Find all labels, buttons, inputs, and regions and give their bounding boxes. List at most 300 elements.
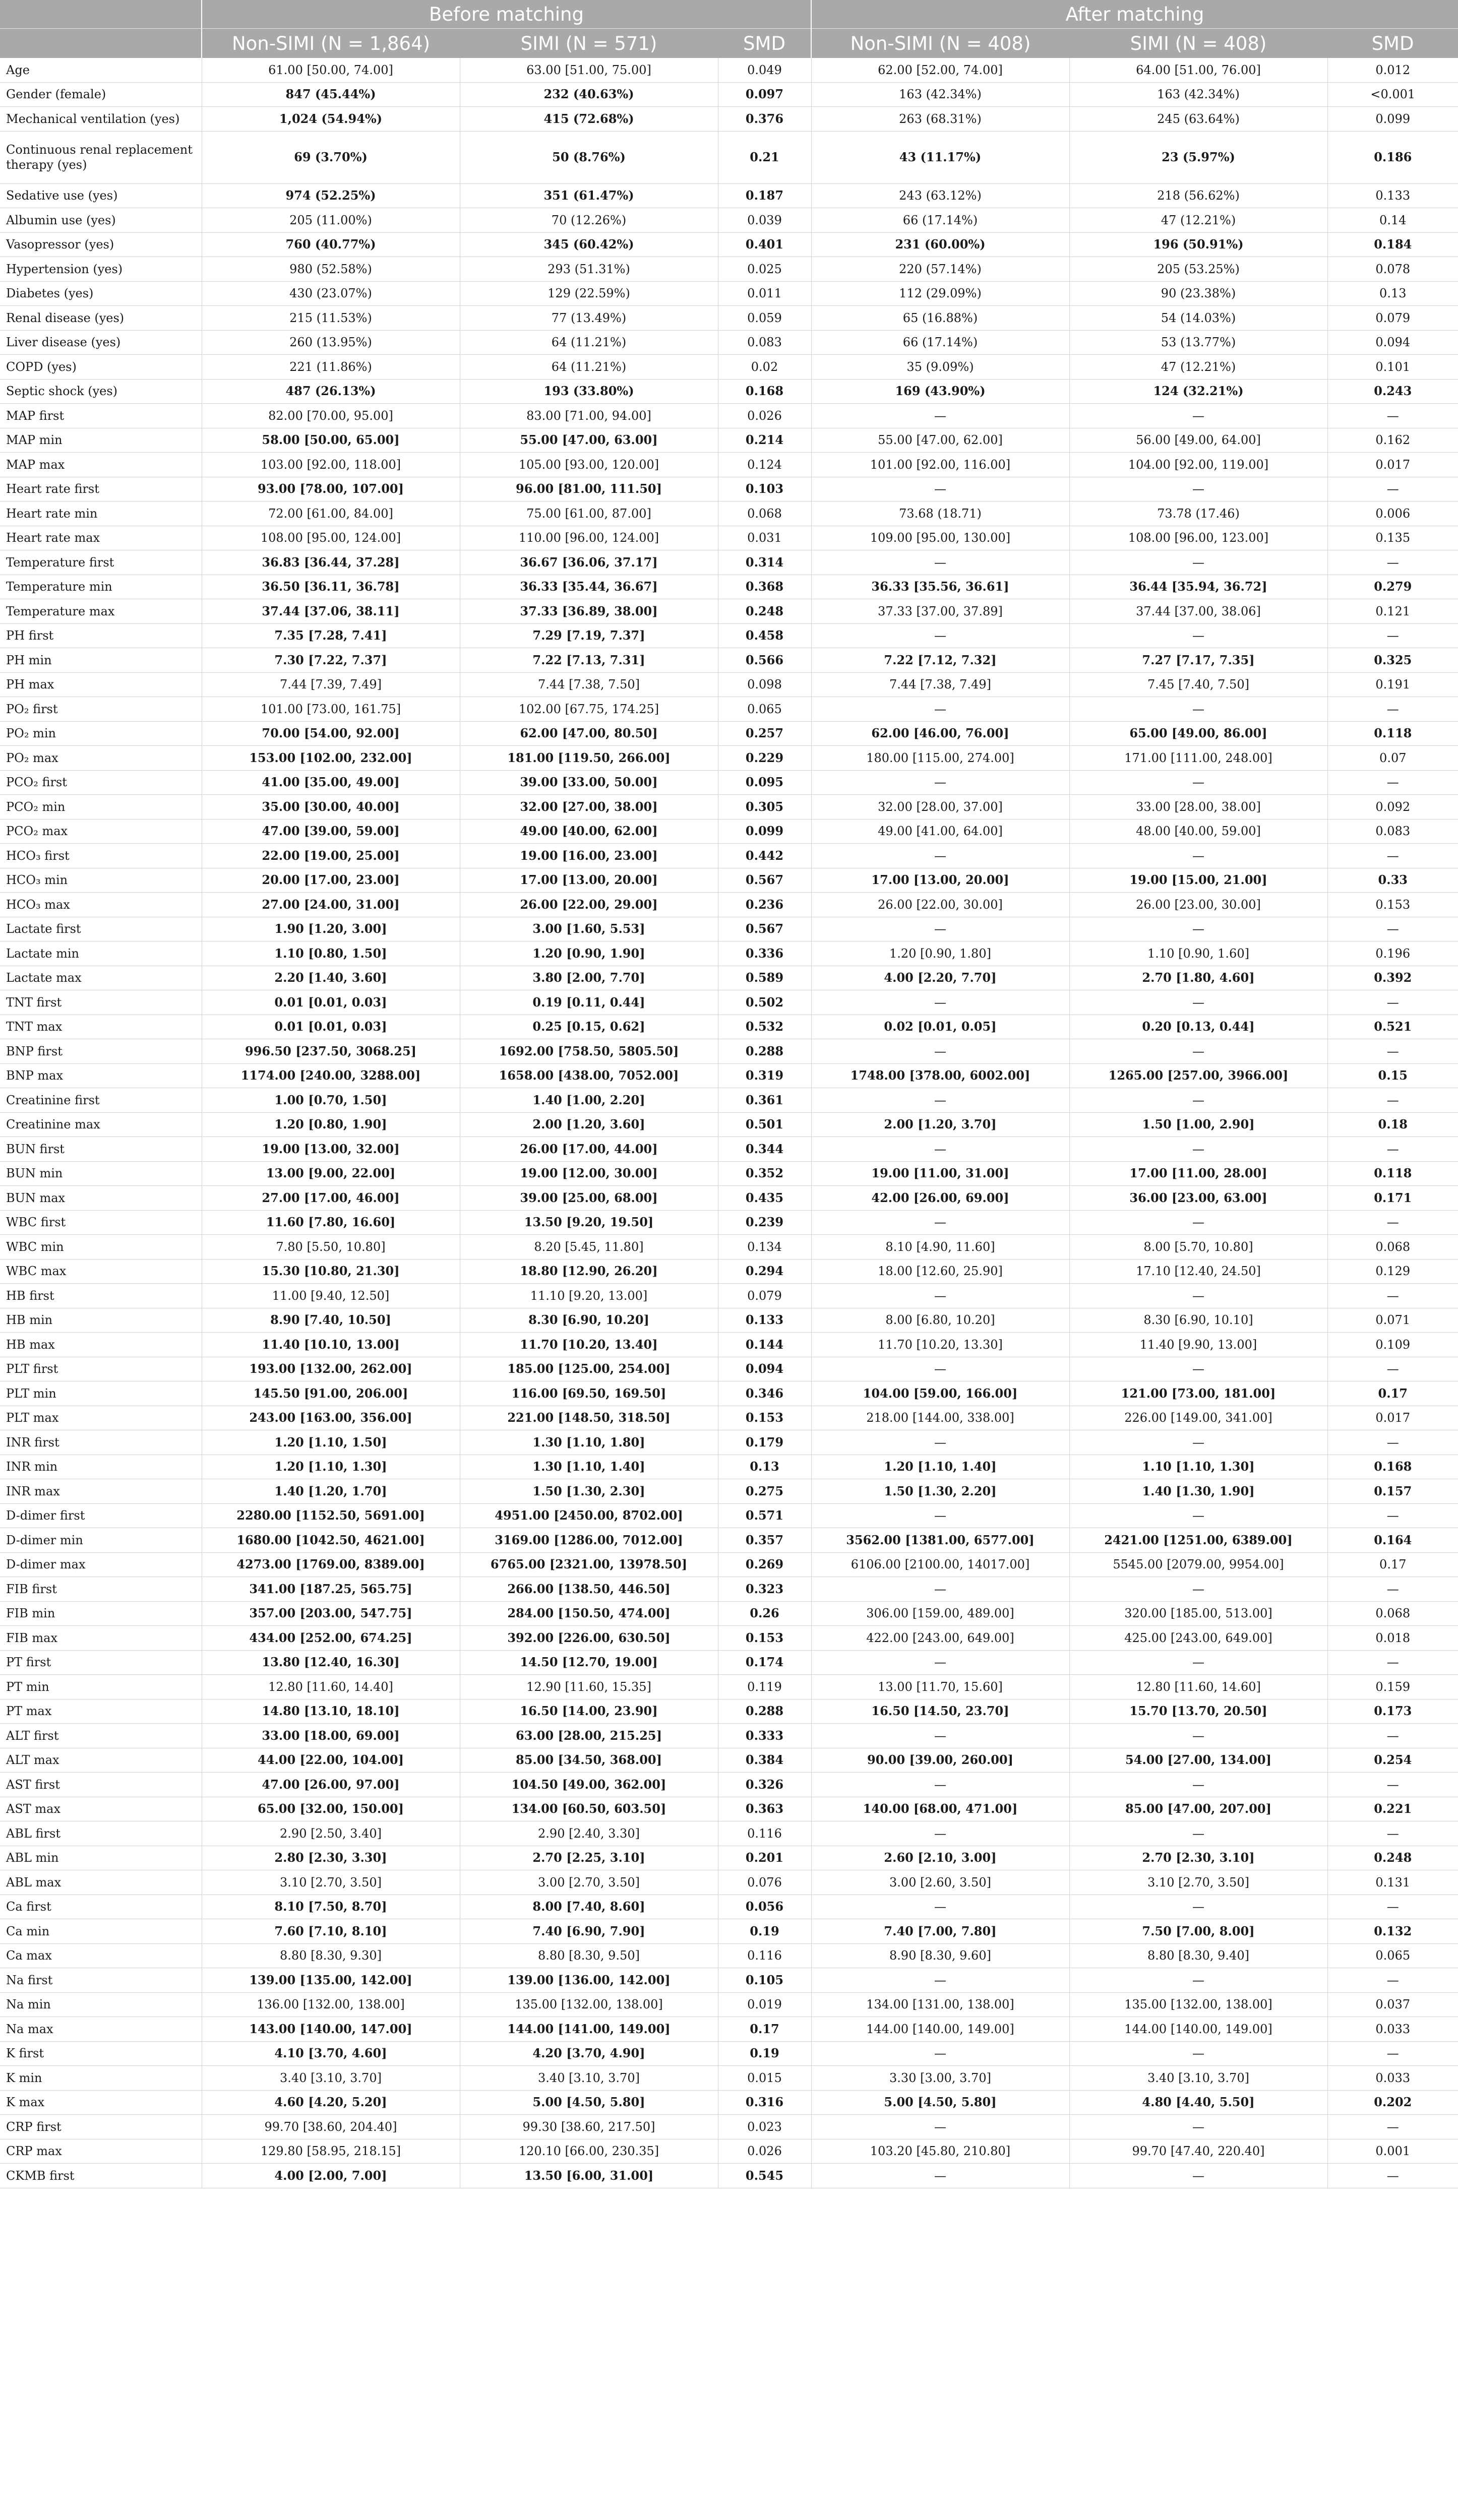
cell-non-simi-before: 3.40 [3.10, 3.70] — [202, 2066, 460, 2091]
cell-simi-before: 7.40 [6.90, 7.90] — [460, 1919, 718, 1944]
cell-simi-after: — — [1069, 697, 1327, 722]
cell-non-simi-before: 996.50 [237.50, 3068.25] — [202, 1039, 460, 1064]
table-row — [0, 648, 1458, 673]
table-row — [0, 1797, 1458, 1821]
cell-simi-before: 7.22 [7.13, 7.31] — [460, 648, 718, 673]
cell-simi-before: 116.00 [69.50, 169.50] — [460, 1381, 718, 1406]
cell-smd-after: — — [1327, 623, 1458, 648]
cell-non-simi-before: 0.01 [0.01, 0.03] — [202, 990, 460, 1015]
cell-simi-before: 392.00 [226.00, 630.50] — [460, 1626, 718, 1651]
cell-non-simi-before: 36.83 [36.44, 37.28] — [202, 550, 460, 575]
cell-smd-after: 0.168 — [1327, 1455, 1458, 1479]
cell-non-simi-before: 99.70 [38.60, 204.40] — [202, 2115, 460, 2139]
table-row — [0, 183, 1458, 208]
cell-smd-before: 0.401 — [718, 232, 811, 257]
table-row — [0, 868, 1458, 893]
cell-simi-after: 124 (32.21%) — [1069, 379, 1327, 404]
cell-non-simi-after: 36.33 [35.56, 36.61] — [811, 575, 1069, 599]
cell-smd-after: — — [1327, 1895, 1458, 1919]
row-label: Na max — [0, 2017, 202, 2042]
table-row — [0, 672, 1458, 697]
row-label: ABL first — [0, 1821, 202, 1846]
cell-smd-after: — — [1327, 1357, 1458, 1381]
cell-smd-after: 0.392 — [1327, 966, 1458, 990]
cell-simi-after: — — [1069, 2041, 1327, 2066]
cell-non-simi-after: 8.00 [6.80, 10.20] — [811, 1308, 1069, 1333]
row-label: HB min — [0, 1308, 202, 1333]
column-header-non-simi-after: Non-SIMI (N = 408) — [811, 29, 1069, 58]
cell-non-simi-after: — — [811, 1430, 1069, 1455]
cell-smd-after: 0.071 — [1327, 1308, 1458, 1333]
cell-non-simi-after: 6106.00 [2100.00, 14017.00] — [811, 1552, 1069, 1577]
cell-simi-before: 4951.00 [2450.00, 8702.00] — [460, 1503, 718, 1528]
cell-smd-before: 0.257 — [718, 721, 811, 746]
cell-simi-after: 11.40 [9.90, 13.00] — [1069, 1333, 1327, 1357]
cell-smd-before: 0.305 — [718, 795, 811, 820]
variable-header-blank — [0, 0, 202, 29]
cell-simi-after: 104.00 [92.00, 119.00] — [1069, 453, 1327, 477]
cell-smd-after: 0.18 — [1327, 1112, 1458, 1137]
cell-non-simi-after: 16.50 [14.50, 23.70] — [811, 1699, 1069, 1724]
cell-non-simi-after: — — [811, 770, 1069, 795]
cell-simi-after: 47 (12.21%) — [1069, 208, 1327, 233]
cell-simi-after: — — [1069, 404, 1327, 428]
row-label: ALT max — [0, 1748, 202, 1773]
cell-smd-after: — — [1327, 2041, 1458, 2066]
cell-smd-after: — — [1327, 1088, 1458, 1113]
cell-non-simi-after: — — [811, 1039, 1069, 1064]
cell-simi-before: 110.00 [96.00, 124.00] — [460, 526, 718, 550]
cell-smd-before: 0.363 — [718, 1797, 811, 1821]
cell-non-simi-before: 19.00 [13.00, 32.00] — [202, 1137, 460, 1162]
table-row — [0, 893, 1458, 917]
cell-simi-after: 108.00 [96.00, 123.00] — [1069, 526, 1327, 550]
cell-smd-before: 0.269 — [718, 1552, 811, 1577]
cell-simi-before: 7.44 [7.38, 7.50] — [460, 672, 718, 697]
cell-smd-before: 0.201 — [718, 1846, 811, 1870]
row-label: PLT min — [0, 1381, 202, 1406]
table-row — [0, 1430, 1458, 1455]
cell-simi-before: 11.70 [10.20, 13.40] — [460, 1333, 718, 1357]
cell-non-simi-before: 11.40 [10.10, 13.00] — [202, 1333, 460, 1357]
cell-smd-before: 0.236 — [718, 893, 811, 917]
cell-smd-after: — — [1327, 404, 1458, 428]
row-label: FIB min — [0, 1601, 202, 1626]
cell-simi-after: — — [1069, 550, 1327, 575]
cell-non-simi-before: 7.60 [7.10, 8.10] — [202, 1919, 460, 1944]
cell-simi-before: 37.33 [36.89, 38.00] — [460, 599, 718, 624]
row-label: INR max — [0, 1479, 202, 1504]
column-header-variable — [0, 29, 202, 58]
cell-simi-before: 3169.00 [1286.00, 7012.00] — [460, 1528, 718, 1553]
cell-simi-before: 3.80 [2.00, 7.70] — [460, 966, 718, 990]
row-label: AST first — [0, 1773, 202, 1797]
cell-smd-before: 0.179 — [718, 1430, 811, 1455]
cell-simi-after: — — [1069, 1895, 1327, 1919]
cell-smd-after: 0.133 — [1327, 183, 1458, 208]
row-label: Creatinine first — [0, 1088, 202, 1113]
cell-non-simi-before: 33.00 [18.00, 69.00] — [202, 1724, 460, 1748]
cell-simi-before: 26.00 [22.00, 29.00] — [460, 893, 718, 917]
table-row — [0, 1773, 1458, 1797]
cell-smd-after: — — [1327, 477, 1458, 501]
cell-non-simi-after: 231 (60.00%) — [811, 232, 1069, 257]
cell-simi-before: 1.30 [1.10, 1.40] — [460, 1455, 718, 1479]
cell-simi-before: 2.00 [1.20, 3.60] — [460, 1112, 718, 1137]
cell-non-simi-after: 1.50 [1.30, 2.20] — [811, 1479, 1069, 1504]
cell-simi-after: 3.40 [3.10, 3.70] — [1069, 2066, 1327, 2091]
cell-non-simi-after: 66 (17.14%) — [811, 330, 1069, 355]
table-row — [0, 1675, 1458, 1699]
cell-smd-after: 0.243 — [1327, 379, 1458, 404]
cell-non-simi-after: 32.00 [28.00, 37.00] — [811, 795, 1069, 820]
cell-non-simi-after: 3.00 [2.60, 3.50] — [811, 1870, 1069, 1895]
cell-simi-before: 36.67 [36.06, 37.17] — [460, 550, 718, 575]
cell-non-simi-before: 93.00 [78.00, 107.00] — [202, 477, 460, 501]
cell-non-simi-before: 4.00 [2.00, 7.00] — [202, 2164, 460, 2188]
row-label: Liver disease (yes) — [0, 330, 202, 355]
table-row — [0, 131, 1458, 183]
cell-non-simi-before: 27.00 [17.00, 46.00] — [202, 1186, 460, 1211]
cell-simi-before: 8.00 [7.40, 8.60] — [460, 1895, 718, 1919]
cell-non-simi-before: 1.90 [1.20, 3.00] — [202, 917, 460, 941]
cell-non-simi-before: 15.30 [10.80, 21.30] — [202, 1259, 460, 1284]
row-label: PCO₂ min — [0, 795, 202, 820]
cell-simi-after: 1.10 [1.10, 1.30] — [1069, 1455, 1327, 1479]
row-label: Lactate max — [0, 966, 202, 990]
column-header-smd-after: SMD — [1327, 29, 1458, 58]
row-label: Lactate min — [0, 941, 202, 966]
table-row — [0, 721, 1458, 746]
row-label: FIB max — [0, 1626, 202, 1651]
cell-simi-after: 1.10 [0.90, 1.60] — [1069, 941, 1327, 966]
cell-simi-before: 70 (12.26%) — [460, 208, 718, 233]
cell-simi-before: 266.00 [138.50, 446.50] — [460, 1577, 718, 1602]
table-row — [0, 1381, 1458, 1406]
cell-non-simi-after: — — [811, 1895, 1069, 1919]
cell-simi-after: — — [1069, 990, 1327, 1015]
cell-non-simi-after: 2.00 [1.20, 3.70] — [811, 1112, 1069, 1137]
table-row — [0, 232, 1458, 257]
cell-non-simi-after: 55.00 [47.00, 62.00] — [811, 428, 1069, 453]
row-label: ABL min — [0, 1846, 202, 1870]
cell-smd-after: — — [1327, 1210, 1458, 1235]
table-row — [0, 623, 1458, 648]
column-header-non-simi-before: Non-SIMI (N = 1,864) — [202, 29, 460, 58]
cell-smd-after: 0.07 — [1327, 746, 1458, 771]
cell-simi-after: 218 (56.62%) — [1069, 183, 1327, 208]
cell-smd-before: 0.015 — [718, 2066, 811, 2091]
row-label: Sedative use (yes) — [0, 183, 202, 208]
cell-non-simi-before: 1.20 [1.10, 1.50] — [202, 1430, 460, 1455]
table-row — [0, 1284, 1458, 1308]
cell-smd-before: 0.352 — [718, 1161, 811, 1186]
cell-simi-before: 83.00 [71.00, 94.00] — [460, 404, 718, 428]
cell-smd-after: 0.186 — [1327, 131, 1458, 183]
cell-smd-before: 0.214 — [718, 428, 811, 453]
row-label: Septic shock (yes) — [0, 379, 202, 404]
table-row — [0, 2041, 1458, 2066]
cell-simi-before: 13.50 [9.20, 19.50] — [460, 1210, 718, 1235]
cell-non-simi-before: 129.80 [58.95, 218.15] — [202, 2139, 460, 2164]
cell-smd-before: 0.039 — [718, 208, 811, 233]
cell-non-simi-after: 3.30 [3.00, 3.70] — [811, 2066, 1069, 2091]
cell-non-simi-before: 0.01 [0.01, 0.03] — [202, 1015, 460, 1039]
cell-non-simi-before: 2.80 [2.30, 3.30] — [202, 1846, 460, 1870]
cell-non-simi-before: 2.20 [1.40, 3.60] — [202, 966, 460, 990]
table-row — [0, 844, 1458, 868]
cell-non-simi-before: 20.00 [17.00, 23.00] — [202, 868, 460, 893]
cell-simi-after: 65.00 [49.00, 86.00] — [1069, 721, 1327, 746]
cell-simi-before: 3.40 [3.10, 3.70] — [460, 2066, 718, 2091]
cell-simi-after: 17.10 [12.40, 24.50] — [1069, 1259, 1327, 1284]
cell-simi-before: 4.20 [3.70, 4.90] — [460, 2041, 718, 2066]
row-label: PH first — [0, 623, 202, 648]
cell-non-simi-before: 11.60 [7.80, 16.60] — [202, 1210, 460, 1235]
cell-non-simi-after: 2.60 [2.10, 3.00] — [811, 1846, 1069, 1870]
cell-simi-before: 32.00 [27.00, 38.00] — [460, 795, 718, 820]
row-label: HCO₃ min — [0, 868, 202, 893]
cell-simi-after: 171.00 [111.00, 248.00] — [1069, 746, 1327, 771]
table-row — [0, 330, 1458, 355]
cell-smd-after: 0.184 — [1327, 232, 1458, 257]
row-label: Temperature min — [0, 575, 202, 599]
table-row — [0, 477, 1458, 501]
cell-non-simi-before: 3.10 [2.70, 3.50] — [202, 1870, 460, 1895]
cell-smd-after: 0.012 — [1327, 58, 1458, 82]
cell-smd-after: — — [1327, 1968, 1458, 1993]
cell-non-simi-after: 306.00 [159.00, 489.00] — [811, 1601, 1069, 1626]
cell-simi-after: 8.00 [5.70, 10.80] — [1069, 1235, 1327, 1259]
cell-smd-before: 0.545 — [718, 2164, 811, 2188]
cell-simi-after: 26.00 [23.00, 30.00] — [1069, 893, 1327, 917]
table-row — [0, 1895, 1458, 1919]
cell-simi-after: — — [1069, 1968, 1327, 1993]
cell-non-simi-before: 108.00 [95.00, 124.00] — [202, 526, 460, 550]
table-row — [0, 501, 1458, 526]
cell-non-simi-after: 11.70 [10.20, 13.30] — [811, 1333, 1069, 1357]
cell-non-simi-after: — — [811, 1773, 1069, 1797]
cell-simi-before: 6765.00 [2321.00, 13978.50] — [460, 1552, 718, 1577]
cell-non-simi-before: 82.00 [70.00, 95.00] — [202, 404, 460, 428]
row-label: Ca first — [0, 1895, 202, 1919]
row-label: BUN max — [0, 1186, 202, 1211]
cell-non-simi-after: — — [811, 1724, 1069, 1748]
cell-simi-after: 5545.00 [2079.00, 9954.00] — [1069, 1552, 1327, 1577]
row-label: PH max — [0, 672, 202, 697]
table-row — [0, 1015, 1458, 1039]
cell-smd-after: 0.17 — [1327, 1552, 1458, 1577]
cell-simi-before: 0.25 [0.15, 0.62] — [460, 1015, 718, 1039]
row-label: WBC max — [0, 1259, 202, 1284]
cell-simi-before: 221.00 [148.50, 318.50] — [460, 1406, 718, 1430]
cell-non-simi-before: 260 (13.95%) — [202, 330, 460, 355]
cell-non-simi-after: 1.20 [1.10, 1.40] — [811, 1455, 1069, 1479]
table-row — [0, 2066, 1458, 2091]
cell-non-simi-before: 341.00 [187.25, 565.75] — [202, 1577, 460, 1602]
group-header-row — [0, 0, 1458, 29]
table-row — [0, 941, 1458, 966]
cell-simi-before: 64 (11.21%) — [460, 330, 718, 355]
cell-simi-after: — — [1069, 1430, 1327, 1455]
row-label: Creatinine max — [0, 1112, 202, 1137]
table-row — [0, 1161, 1458, 1186]
before-matching-header: Before matching — [202, 0, 811, 29]
cell-non-simi-after: 90.00 [39.00, 260.00] — [811, 1748, 1069, 1773]
cell-simi-after: 196 (50.91%) — [1069, 232, 1327, 257]
cell-smd-after: — — [1327, 1724, 1458, 1748]
cell-simi-before: 1.40 [1.00, 2.20] — [460, 1088, 718, 1113]
cell-non-simi-before: 69 (3.70%) — [202, 131, 460, 183]
cell-non-simi-after: — — [811, 1650, 1069, 1675]
cell-non-simi-after: — — [811, 1577, 1069, 1602]
cell-simi-before: 96.00 [81.00, 111.50] — [460, 477, 718, 501]
cell-simi-after: — — [1069, 1039, 1327, 1064]
cell-non-simi-before: 13.00 [9.00, 22.00] — [202, 1161, 460, 1186]
cell-non-simi-before: 101.00 [73.00, 161.75] — [202, 697, 460, 722]
cell-smd-before: 0.098 — [718, 672, 811, 697]
cell-non-simi-after: 144.00 [140.00, 149.00] — [811, 2017, 1069, 2042]
cell-smd-after: 0.135 — [1327, 526, 1458, 550]
row-label: PT min — [0, 1675, 202, 1699]
cell-simi-after: — — [1069, 1577, 1327, 1602]
cell-simi-before: 134.00 [60.50, 603.50] — [460, 1797, 718, 1821]
table-row — [0, 966, 1458, 990]
table-row — [0, 1626, 1458, 1651]
cell-smd-before: 0.323 — [718, 1577, 811, 1602]
cell-non-simi-after: 37.33 [37.00, 37.89] — [811, 599, 1069, 624]
cell-smd-before: 0.435 — [718, 1186, 811, 1211]
cell-non-simi-before: 221 (11.86%) — [202, 355, 460, 380]
cell-simi-after: — — [1069, 477, 1327, 501]
cell-smd-before: 0.314 — [718, 550, 811, 575]
cell-simi-before: 26.00 [17.00, 44.00] — [460, 1137, 718, 1162]
cell-simi-after: — — [1069, 770, 1327, 795]
cell-simi-after: 36.00 [23.00, 63.00] — [1069, 1186, 1327, 1211]
table-row — [0, 1455, 1458, 1479]
row-label: HB first — [0, 1284, 202, 1308]
cell-smd-before: 0.026 — [718, 404, 811, 428]
cell-non-simi-after: 112 (29.09%) — [811, 281, 1069, 306]
cell-non-simi-after: 8.10 [4.90, 11.60] — [811, 1235, 1069, 1259]
row-label: CRP max — [0, 2139, 202, 2164]
row-label: TNT max — [0, 1015, 202, 1039]
cell-non-simi-after: — — [811, 2164, 1069, 2188]
row-label: BNP max — [0, 1063, 202, 1088]
cell-simi-before: 293 (51.31%) — [460, 257, 718, 282]
cell-smd-before: 0.288 — [718, 1039, 811, 1064]
cell-simi-before: 50 (8.76%) — [460, 131, 718, 183]
table-row — [0, 257, 1458, 282]
cell-smd-before: 0.288 — [718, 1699, 811, 1724]
cell-simi-after: 90 (23.38%) — [1069, 281, 1327, 306]
row-label: PH min — [0, 648, 202, 673]
table-row — [0, 1259, 1458, 1284]
cell-non-simi-before: 974 (52.25%) — [202, 183, 460, 208]
cell-smd-before: 0.19 — [718, 2041, 811, 2066]
cell-simi-after: 54 (14.03%) — [1069, 306, 1327, 331]
cell-non-simi-after: — — [811, 917, 1069, 941]
column-header-simi-before: SIMI (N = 571) — [460, 29, 718, 58]
cell-non-simi-before: 1.20 [1.10, 1.30] — [202, 1455, 460, 1479]
cell-non-simi-after: 101.00 [92.00, 116.00] — [811, 453, 1069, 477]
cell-non-simi-before: 11.00 [9.40, 12.50] — [202, 1284, 460, 1308]
table-row — [0, 355, 1458, 380]
cell-non-simi-before: 8.10 [7.50, 8.70] — [202, 1895, 460, 1919]
cell-smd-after: — — [1327, 1577, 1458, 1602]
cell-smd-before: 0.319 — [718, 1063, 811, 1088]
row-label: Ca min — [0, 1919, 202, 1944]
column-header-row — [0, 29, 1458, 58]
cell-simi-after: 320.00 [185.00, 513.00] — [1069, 1601, 1327, 1626]
cell-simi-before: 232 (40.63%) — [460, 82, 718, 107]
cell-simi-after: — — [1069, 917, 1327, 941]
cell-simi-after: 163 (42.34%) — [1069, 82, 1327, 107]
cell-smd-after: 0.068 — [1327, 1601, 1458, 1626]
cell-non-simi-before: 2280.00 [1152.50, 5691.00] — [202, 1503, 460, 1528]
table-row — [0, 990, 1458, 1015]
cell-smd-before: 0.19 — [718, 1919, 811, 1944]
cell-smd-after: 0.191 — [1327, 672, 1458, 697]
cell-smd-after: 0.159 — [1327, 1675, 1458, 1699]
cell-smd-after: — — [1327, 1503, 1458, 1528]
row-label: Na min — [0, 1992, 202, 2017]
row-label: BUN first — [0, 1137, 202, 1162]
cell-smd-before: 0.346 — [718, 1381, 811, 1406]
cell-non-simi-after: 1748.00 [378.00, 6002.00] — [811, 1063, 1069, 1088]
cell-non-simi-before: 4.10 [3.70, 4.60] — [202, 2041, 460, 2066]
cell-non-simi-after: — — [811, 1088, 1069, 1113]
cell-smd-before: 0.333 — [718, 1724, 811, 1748]
cell-non-simi-before: 35.00 [30.00, 40.00] — [202, 795, 460, 820]
cell-smd-before: 0.153 — [718, 1406, 811, 1430]
cell-smd-before: 0.174 — [718, 1650, 811, 1675]
cell-simi-before: 14.50 [12.70, 19.00] — [460, 1650, 718, 1675]
table-row — [0, 770, 1458, 795]
cell-smd-after: 0.33 — [1327, 868, 1458, 893]
cell-smd-before: 0.134 — [718, 1235, 811, 1259]
cell-non-simi-before: 205 (11.00%) — [202, 208, 460, 233]
cell-non-simi-after: 109.00 [95.00, 130.00] — [811, 526, 1069, 550]
table-row — [0, 58, 1458, 82]
cell-non-simi-before: 2.90 [2.50, 3.40] — [202, 1821, 460, 1846]
cell-non-simi-after: 8.90 [8.30, 9.60] — [811, 1943, 1069, 1968]
cell-non-simi-after: — — [811, 1357, 1069, 1381]
cell-simi-after: 19.00 [15.00, 21.00] — [1069, 868, 1327, 893]
cell-smd-after: — — [1327, 1039, 1458, 1064]
cell-non-simi-after: 134.00 [131.00, 138.00] — [811, 1992, 1069, 2017]
cell-smd-after: 0.094 — [1327, 330, 1458, 355]
table-row — [0, 550, 1458, 575]
cell-smd-before: 0.026 — [718, 2139, 811, 2164]
table-row — [0, 2115, 1458, 2139]
cell-simi-after: 99.70 [47.40, 220.40] — [1069, 2139, 1327, 2164]
cell-smd-before: 0.099 — [718, 819, 811, 844]
cell-smd-after: — — [1327, 1284, 1458, 1308]
cell-simi-after: 425.00 [243.00, 649.00] — [1069, 1626, 1327, 1651]
cell-simi-after: 0.20 [0.13, 0.44] — [1069, 1015, 1327, 1039]
cell-smd-before: 0.21 — [718, 131, 811, 183]
table-row — [0, 1650, 1458, 1675]
cell-smd-before: 0.144 — [718, 1333, 811, 1357]
row-label: PT first — [0, 1650, 202, 1675]
cell-smd-before: 0.229 — [718, 746, 811, 771]
cell-simi-before: 3.00 [2.70, 3.50] — [460, 1870, 718, 1895]
table-row — [0, 2164, 1458, 2188]
column-header-simi-after: SIMI (N = 408) — [1069, 29, 1327, 58]
row-label: K min — [0, 2066, 202, 2091]
cell-simi-before: 12.90 [11.60, 15.35] — [460, 1675, 718, 1699]
